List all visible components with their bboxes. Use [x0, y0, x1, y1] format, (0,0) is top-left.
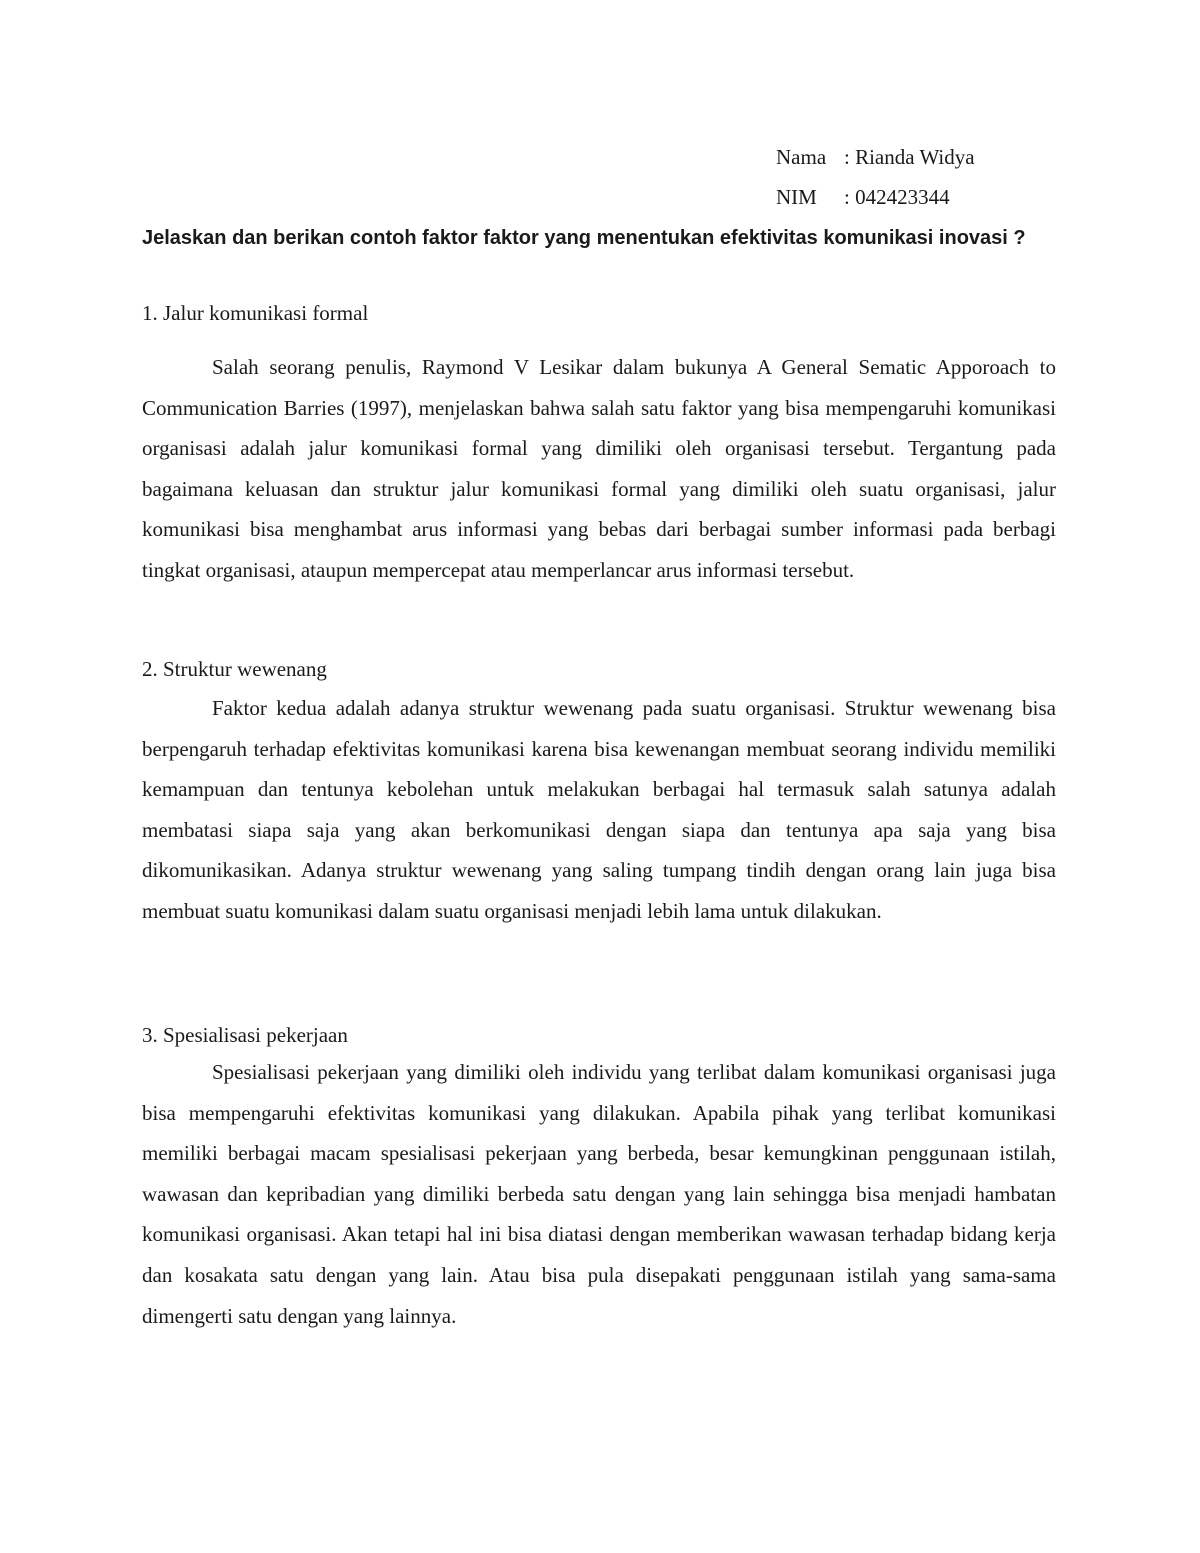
section-body-jalur-komunikasi: Salah seorang penulis, Raymond V Lesikar dalam bukunya A General Sematic Apporoach to Communication Barries (1997), menjelaskan bahwa salah satu faktor yang bisa mempengaruhi komunikasi organisasi adalah jalur komunikasi formal yang dimiliki oleh organisasi tersebut. Tergantung pada bagaimana keluasan dan struktur jalur komunikasi formal yang dimiliki oleh suatu organisasi, jalur komunikasi bisa menghambat arus informasi yang bebas dari berbagai sumber informasi pada berbagi tingkat organisasi, ataupun mempercepat atau memperlancar arus informasi tersebut.: [142, 355, 1056, 582]
name-value: : Rianda Widya: [844, 145, 975, 169]
section-title-jalur-komunikasi: 1. Jalur komunikasi formal: [142, 301, 369, 325]
section-body-struktur-wewenang: Faktor kedua adalah adanya struktur wewenang pada suatu organisasi. Struktur wewenang bisa berpengaruh terhadap efektivitas komunikasi karena bisa kewenangan membuat seorang individu memiliki kemampuan dan tentunya kebolehan untuk melakukan berbagai hal termasuk salah satunya adalah membatasi siapa saja yang akan berkomunikasi dengan siapa dan tentunya apa saja yang bisa dikomunikasikan. Adanya struktur wewenang yang saling tumpang tindih dengan orang lain juga bisa membuat suatu komunikasi dalam suatu organisasi menjadi lebih lama untuk dilakukan.: [142, 696, 1056, 923]
section-title-struktur-wewenang: 2. Struktur wewenang: [142, 657, 327, 681]
name-row: [776, 142, 975, 182]
name-label: Nama: [776, 145, 827, 169]
student-info: [776, 142, 975, 222]
nim-label: NIM: [776, 185, 817, 209]
section-title-spesialisasi-pekerjaan: 3. Spesialisasi pekerjaan: [142, 1023, 348, 1047]
nim-row: [776, 182, 975, 222]
nim-value: : 042423344: [844, 185, 950, 209]
section-body-spesialisasi-pekerjaan: Spesialisasi pekerjaan yang dimiliki oleh individu yang terlibat dalam komunikasi organisasi juga bisa mempengaruhi efektivitas komunikasi yang dilakukan. Apabila pihak yang terlibat komunikasi memiliki berbagai macam spesialisasi pekerjaan yang berbeda, besar kemungkinan penggunaan istilah, wawasan dan kepribadian yang dimiliki berbeda satu dengan yang lain sehingga bisa menjadi hambatan komunikasi organisasi. Akan tetapi hal ini bisa diatasi dengan memberikan wawasan terhadap bidang kerja dan kosakata satu dengan yang lain. Atau bisa pula disepakati penggunaan istilah yang sama-sama dimengerti satu dengan yang lainnya.: [142, 1060, 1056, 1328]
question-heading: Jelaskan dan berikan contoh faktor faktor yang menentukan efektivitas komunikasi inovasi ?: [142, 227, 1026, 249]
